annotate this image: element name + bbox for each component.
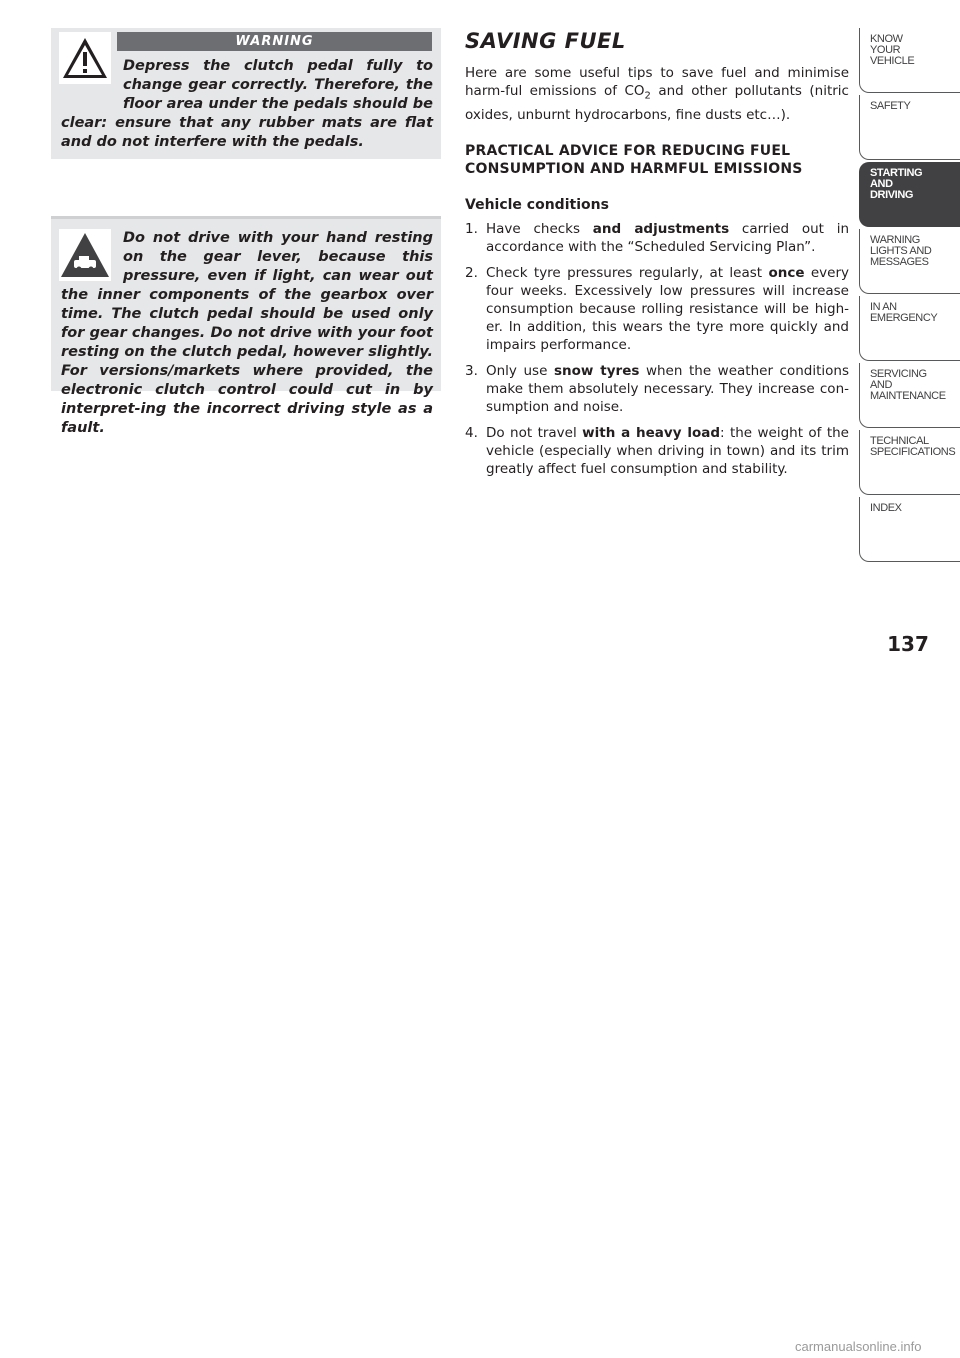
tab-in-an-emergency[interactable]: IN AN EMERGENCY (859, 296, 960, 361)
tab-safety[interactable]: SAFETY (859, 95, 960, 160)
intro-paragraph: Here are some useful tips to save fuel and minimise harm-ful emissions of $CO_2$ and other pollutants (nitric oxides, unburnt hydrocarbons, fine dusts etc…). (465, 65, 849, 123)
tab-index[interactable]: INDEX (859, 497, 960, 562)
vehicle-conditions-heading: Vehicle conditions (465, 196, 609, 213)
list-item: 3. Only use snow tyres when the weather conditions make them absolutely necessary. They increase con-sumption and noise. (465, 362, 850, 415)
caution-text: Do not drive with your hand resting on the gear lever, because this pressure, even if light, can wear out the inner components of the gearbox over time. The clutch pedal should be used only for gear changes. Do not drive with your foot resting on the clutch pedal, however slightly. For versions/markets where provided, the electronic clutch control could cut in by interpret-ing the incorrect driving style as a fault. (61, 230, 433, 436)
tab-warning-lights-and-messages[interactable]: WARNING LIGHTS AND MESSAGES (859, 229, 960, 294)
caution-box-gear-lever (51, 216, 441, 436)
list-item: 1. Have checks and adjustments carried out in accordance with the “Scheduled Servicing Plan”. (465, 220, 849, 255)
watermark: carmanualsonline.info (795, 1339, 922, 1354)
warning-box-clutch-pedal (51, 28, 441, 159)
warning-text: Depress the clutch pedal fully to change gear correctly. Therefore, the floor area under the pedals should be clear: ensure that any rubber mats are flat and do not interfere with the pedals. (61, 58, 433, 150)
section-subheading: PRACTICAL ADVICE FOR REDUCING FUEL CONSUMPTION AND HARMFUL EMISSIONS (465, 142, 803, 177)
list-item: 4. Do not travel with a heavy load: the weight of the vehicle (especially when driving in town) and its trim greatly affect fuel consumption and stability. (465, 424, 849, 477)
tab-starting-and-driving[interactable]: STARTING AND DRIVING (859, 162, 960, 227)
warning-banner: WARNING (117, 32, 432, 51)
main-content (465, 28, 849, 486)
tab-servicing-and-maintenance[interactable]: SERVICING AND MAINTENANCE (859, 363, 960, 428)
tab-know-your-vehicle[interactable]: KNOW YOUR VEHICLE (859, 28, 960, 93)
chapter-tabs (859, 28, 960, 564)
tab-technical-specifications[interactable]: TECHNICAL SPECIFICATIONS (859, 430, 960, 495)
list-item: 2. Check tyre pressures regularly, at least once every four weeks. Excessively low pressures will increase consumption because rolling resistance will be high-er. In addition, this wears the tyre more quickly and impairs performance. (465, 264, 849, 353)
tips-list (465, 220, 849, 478)
page-title: SAVING FUEL (465, 29, 626, 53)
page-number: 137 (887, 632, 929, 656)
